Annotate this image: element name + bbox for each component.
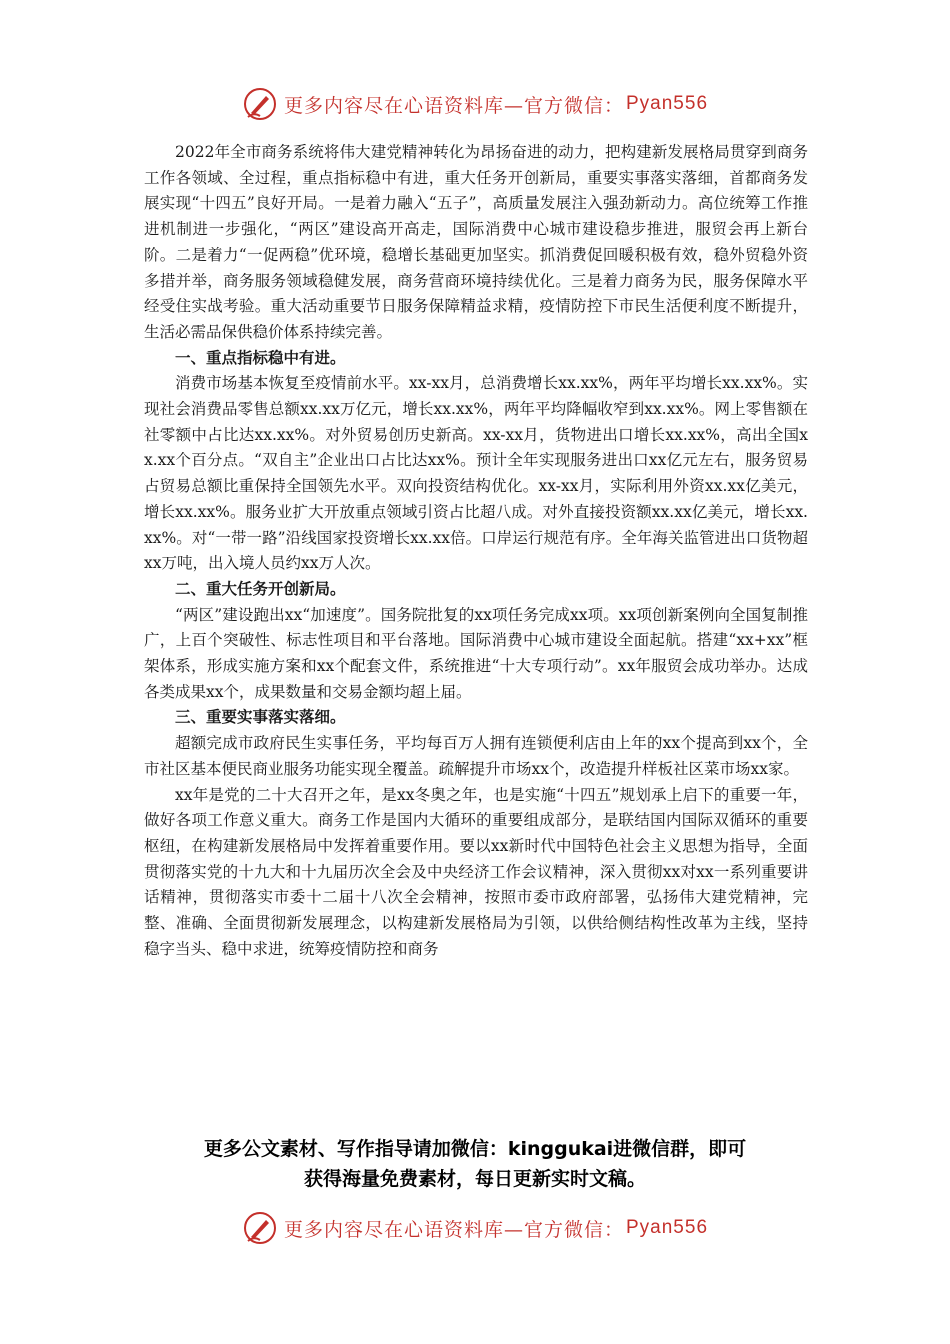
document-body — [144, 140, 808, 963]
banner-wechat-id: Pyan556 — [626, 93, 709, 114]
section-body-2: “两区”建设跑出xx“加速度”。国务院批复的xx项任务完成xx项。xx项创新案例向全国复制推广，上百个突破性、标志性项目和平台落地。国际消费中心城市建设全面起航。搭建“xx+xx”框架体系，形成实施方案和xx个配套文件，系统推进“十大专项行动”。xx年服贸会成功举办。达成各类成果xx个，成果数量和交易金额均超上届。 — [144, 605, 808, 701]
footer-banner — [0, 1206, 950, 1250]
header-banner — [0, 82, 950, 126]
footer-brand-text: 更多内容尽在心语资料库—官方微信： — [283, 1218, 624, 1241]
intro-paragraph: 2022年全市商务系统将伟大建党精神转化为昂扬奋进的动力，把构建新发展格局贯穿到商务工作各领域、全过程，重点指标稳中有进，重大任务开创新局，重要实事落实落细，首都商务发展实现“十四五”良好开局。一是着力融入“五子”，高质量发展注入强劲新动力。高位统筹工作推进机制进一步强化，“两区”建设高开高走，国际消费中心城市建设稳步推进，服贸会再上新台阶。二是着力“一促两稳”优环境，稳增长基础更加坚实。抓消费促回暖积极有效，稳外贸稳外资多措并举，商务服务领域稳健发展，商务营商环境持续优化。三是着力商务为民，服务保障水平经受住实战考验。重大活动重要节日服务保障精益求精，疫情防控下市民生活便利度不断提升，生活必需品保供稳价体系持续完善。 — [144, 143, 808, 341]
promo-line-1: 更多公文素材、写作指导请加微信：kinggukai进微信群，即可 — [203, 1138, 747, 1160]
pen-logo-icon — [242, 86, 278, 122]
footer-wechat-id: Pyan556 — [626, 1217, 709, 1238]
banner-brand-text: 更多内容尽在心语资料库—官方微信： — [283, 94, 624, 117]
closing-paragraph: xx年是党的二十大召开之年，是xx冬奥之年，也是实施“十四五”规划承上启下的重要一年，做好各项工作意义重大。商务工作是国内大循环的重要组成部分，是联结国内国际双循环的重要枢纽，在构建新发展格局中发挥着重要作用。要以xx新时代中国特色社会主义思想为指导，全面贯彻落实党的十九大和十九届历次全会及中央经济工作会议精神，深入贯彻xx对xx一系列重要讲话精神，贯彻落实市委十二届十八次全会精神，按照市委市政府部署，弘扬伟大建党精神，完整、准确、全面贯彻新发展理念，以构建新发展格局为引领，以供给侧结构性改革为主线，坚持稳字当头、稳中求进，统筹疫情防控和商务 — [144, 785, 808, 958]
section-heading-1: 一、重点指标稳中有进。 — [175, 348, 346, 367]
section-body-1: 消费市场基本恢复至疫情前水平。xx-xx月，总消费增长xx.xx%，两年平均增长xx.xx%。实现社会消费品零售总额xx.xx万亿元，增长xx.xx%，两年平均降幅收窄到xx.xx%。网上零售额在社零额中占比达xx.xx%。对外贸易创历史新高。xx-xx月，货物进出口增长xx.xx%，高出全国xx.xx个百分点。“双自主”企业出口占比达xx%。预计全年实现服务进出口xx亿元左右，服务贸易占贸易总额比重保持全国领先水平。双向投资结构优化。xx-xx月，实际利用外资xx.xx亿美元，增长xx.xx%。服务业扩大开放重点领域引资占比超八成。对外直接投资额xx.xx亿美元，增长xx.xx%。对“一带一路”沿线国家投资增长xx.xx倍。口岸运行规范有序。全年海关监管进出口货物超xx万吨，出入境人员约xx万人次。 — [144, 374, 808, 573]
section-heading-3: 三、重要实事落实落细。 — [175, 708, 346, 727]
section-heading-2: 二、重大任务开创新局。 — [175, 579, 346, 598]
promo-line-2: 获得海量免费素材，每日更新实时文稿。 — [303, 1168, 646, 1190]
promo-notice — [100, 1134, 850, 1194]
section-body-3: 超额完成市政府民生实事任务，平均每百万人拥有连锁便利店由上年的xx个提高到xx个，全市社区基本便民商业服务功能实现全覆盖。疏解提升市场xx个，改造提升样板社区菜市场xx家。 — [144, 734, 808, 778]
pen-logo-icon — [242, 1210, 278, 1246]
